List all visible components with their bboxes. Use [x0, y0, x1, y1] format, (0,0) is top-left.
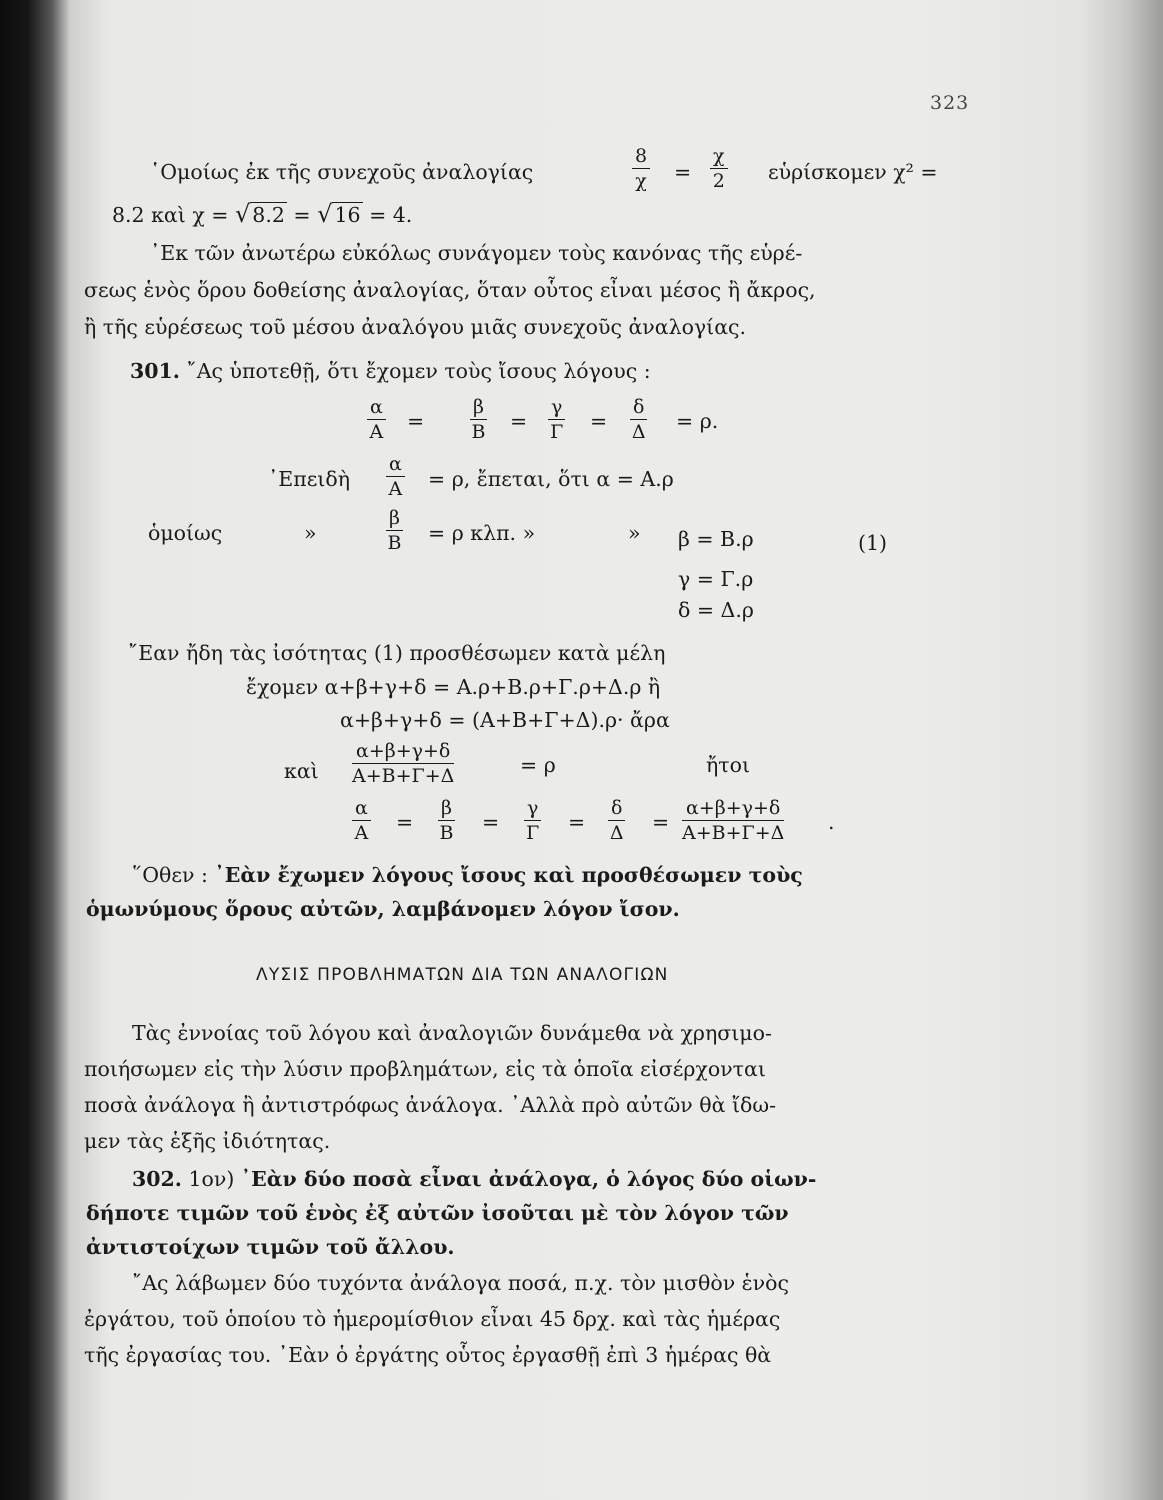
sum-fraction	[682, 797, 784, 844]
fraction-denominator: Α+Β+Γ+Δ	[352, 765, 455, 787]
math-text: = ρ	[520, 753, 556, 777]
equals-sign: =	[510, 409, 528, 433]
text-line: ἐργάτου, τοῦ ὁποίου τὸ ἡμερομίσθιον εἶναι 45 δρχ. καὶ τὰς ἡμέρας	[84, 1307, 781, 1331]
fraction-numerator: α	[367, 396, 386, 420]
text-line: ἢ τῆς εὑρέσεως τοῦ μέσου ἀναλόγου μιᾶς συνεχοῦς ἀναλογίας.	[84, 315, 747, 339]
math-text: = ρ, ἔπεται, ὅτι α = Α.ρ	[428, 467, 674, 491]
fraction	[386, 453, 405, 500]
fraction-numerator: β	[438, 797, 455, 821]
ratio-delta	[608, 797, 625, 844]
fraction	[710, 145, 728, 192]
fraction-numerator: α+β+γ+δ	[682, 797, 784, 821]
ratio-result: = ρ.	[676, 409, 719, 433]
fraction-numerator: α	[352, 797, 371, 821]
text-line: δήποτε τιμῶν τοῦ ἑνὸς ἐξ αὐτῶν ἰσοῦται μὲ τὸν λόγον τῶν	[86, 1201, 789, 1225]
equals-sign: =	[568, 810, 586, 834]
fraction-numerator: α+β+γ+δ	[352, 740, 454, 764]
conclusion-line	[132, 862, 803, 888]
text-line: ἀντιστοίχων τιμῶν τοῦ ἄλλου.	[86, 1235, 455, 1259]
math-text: = 4.	[369, 203, 413, 227]
sum-fraction	[352, 740, 454, 787]
equals-sign: =	[590, 409, 608, 433]
fraction-denominator: Α	[354, 822, 369, 844]
fraction-numerator: δ	[630, 396, 647, 420]
fraction	[386, 507, 403, 554]
math-label: ᾿Επειδὴ	[268, 467, 350, 491]
section-heading: ΛΥΣΙΣ ΠΡΟΒΛΗΜΑΤΩΝ ΔΙΑ ΤΩΝ ΑΝΑΛΟΓΙΩΝ	[256, 965, 669, 985]
fraction-numerator: 8	[632, 145, 650, 169]
equation-label: (1)	[858, 531, 888, 555]
fraction-denominator: Γ	[526, 822, 540, 844]
math-text: β = Β.ρ	[678, 527, 754, 551]
text-line: ῾Ομοίως ἐκ τῆς συνεχοῦς ἀναλογίας	[150, 160, 534, 184]
ratio-alpha	[367, 396, 386, 443]
text-line: ᾿Εκ τῶν ἀνωτέρω εὐκόλως συνάγομεν τοὺς κανόνας τῆς εὑρέ-	[150, 241, 803, 265]
fraction-numerator: χ	[710, 145, 728, 169]
fraction-denominator: Α+Β+Γ+Δ	[682, 822, 785, 844]
conclusion-text: ὁμωνύμους ὅρους αὐτῶν, λαμβάνομεν λόγον ἴσον.	[86, 897, 680, 921]
text-line: ῎Εαν ἤδη τὰς ἰσότητας (1) προσθέσωμεν κατὰ μέλη	[128, 641, 666, 665]
ratio-gamma	[524, 797, 541, 844]
text-line: εὑρίσκομεν χ² =	[768, 160, 938, 184]
root-sign: √	[317, 200, 333, 228]
text-line: ποιήσωμεν εἰς τὴν λύσιν προβλημάτων, εἰς τὰ ὁποῖα εἰσέρχονται	[84, 1057, 766, 1081]
text-line: τῆς ἐργασίας του. ᾿Εὰν ὁ ἐργάτης οὗτος ἐργασθῇ ἐπὶ 3 ἡμέρας θὰ	[84, 1343, 772, 1367]
fraction	[632, 145, 650, 192]
equals-sign: =	[674, 160, 692, 184]
radicand: 16	[334, 203, 361, 227]
section-number: 301.	[130, 359, 180, 383]
fraction-numerator: γ	[524, 797, 541, 821]
fraction-numerator: δ	[608, 797, 625, 821]
text-line: ῎Ας λάβωμεν δύο τυχόντα ἀνάλογα ποσά, π.χ. τὸν μισθὸν ἑνὸς	[132, 1271, 789, 1295]
fraction-denominator: Δ	[609, 822, 624, 844]
fraction-denominator: Α	[388, 478, 403, 500]
fraction-numerator: β	[470, 396, 487, 420]
math-text: =	[293, 203, 311, 227]
section-text: ῎Ας ὑποτεθῇ, ὅτι ἔχομεν τοὺς ἴσους λόγους :	[186, 359, 651, 383]
fraction-denominator: Β	[387, 532, 402, 554]
conclusion-label: ῞Οθεν :	[132, 863, 208, 887]
text-line: σεως ἑνὸς ὅρου δοθείσης ἀναλογίας, ὅταν οὗτος εἶναι μέσος ἢ ἄκρος,	[84, 278, 816, 302]
fraction-denominator: χ	[635, 170, 647, 192]
conclusion-text: ᾿Εὰν ἔχωμεν λόγους ἴσους καὶ προσθέσωμεν τοὺς	[214, 863, 803, 887]
fraction-numerator: γ	[548, 396, 565, 420]
quote-mark: »	[628, 521, 641, 545]
math-line: α+β+γ+δ = (Α+Β+Γ+Δ).ρ· ἄρα	[340, 708, 670, 732]
fraction-denominator: Γ	[550, 421, 564, 443]
fraction-numerator: β	[386, 507, 403, 531]
quote-mark: »	[304, 521, 317, 545]
text-line: Τὰς ἐννοίας τοῦ λόγου καὶ ἀναλογιῶν δυνάμεθα νὰ χρησιμο-	[132, 1021, 772, 1045]
ratio-beta	[438, 797, 455, 844]
fraction-denominator: Α	[369, 421, 384, 443]
math-label: καὶ	[284, 759, 319, 783]
math-label: ὁμοίως	[148, 521, 223, 545]
math-line: ἔχομεν α+β+γ+δ = Α.ρ+Β.ρ+Γ.ρ+Δ.ρ ἢ	[246, 675, 661, 699]
math-text: 8.2 καὶ χ =	[112, 203, 229, 227]
section-301-intro	[130, 358, 651, 384]
fraction-numerator: α	[386, 453, 405, 477]
section-text: 1ον)	[188, 1167, 235, 1191]
equals-sign: =	[396, 810, 414, 834]
fraction-denominator: Β	[471, 421, 486, 443]
math-label: ἤτοι	[706, 753, 751, 777]
math-line	[112, 201, 412, 228]
ratio-beta	[470, 396, 487, 443]
root-sign: √	[234, 200, 251, 228]
text-line: ποσὰ ἀνάλογα ἢ ἀντιστρόφως ἀνάλογα. ᾿Αλλὰ πρὸ αὐτῶν θὰ ἴδω-	[84, 1093, 777, 1117]
ratio-delta	[630, 396, 647, 443]
radicand: 8.2	[252, 203, 285, 227]
ratio-gamma	[548, 396, 565, 443]
equals-sign: =	[482, 810, 500, 834]
equals-sign: =	[652, 810, 670, 834]
section-number: 302.	[132, 1167, 182, 1191]
ratio-alpha	[352, 797, 371, 844]
text-line: μεν τὰς ἑξῆς ἰδιότητας.	[84, 1129, 331, 1153]
section-302-intro	[132, 1166, 816, 1192]
section-text: ᾿Εὰν δύο ποσὰ εἶναι ἀνάλογα, ὁ λόγος δύο οἱων-	[240, 1167, 817, 1191]
equals-sign: =	[407, 409, 425, 433]
fraction-denominator: 2	[712, 170, 725, 192]
fraction-denominator: Β	[439, 822, 454, 844]
math-text: = ρ κλπ. »	[428, 521, 536, 545]
math-text: .	[828, 810, 835, 834]
page-number: 323	[930, 92, 970, 114]
math-text: γ = Γ.ρ	[678, 567, 754, 591]
math-text: δ = Δ.ρ	[678, 598, 754, 622]
fraction-denominator: Δ	[631, 421, 646, 443]
